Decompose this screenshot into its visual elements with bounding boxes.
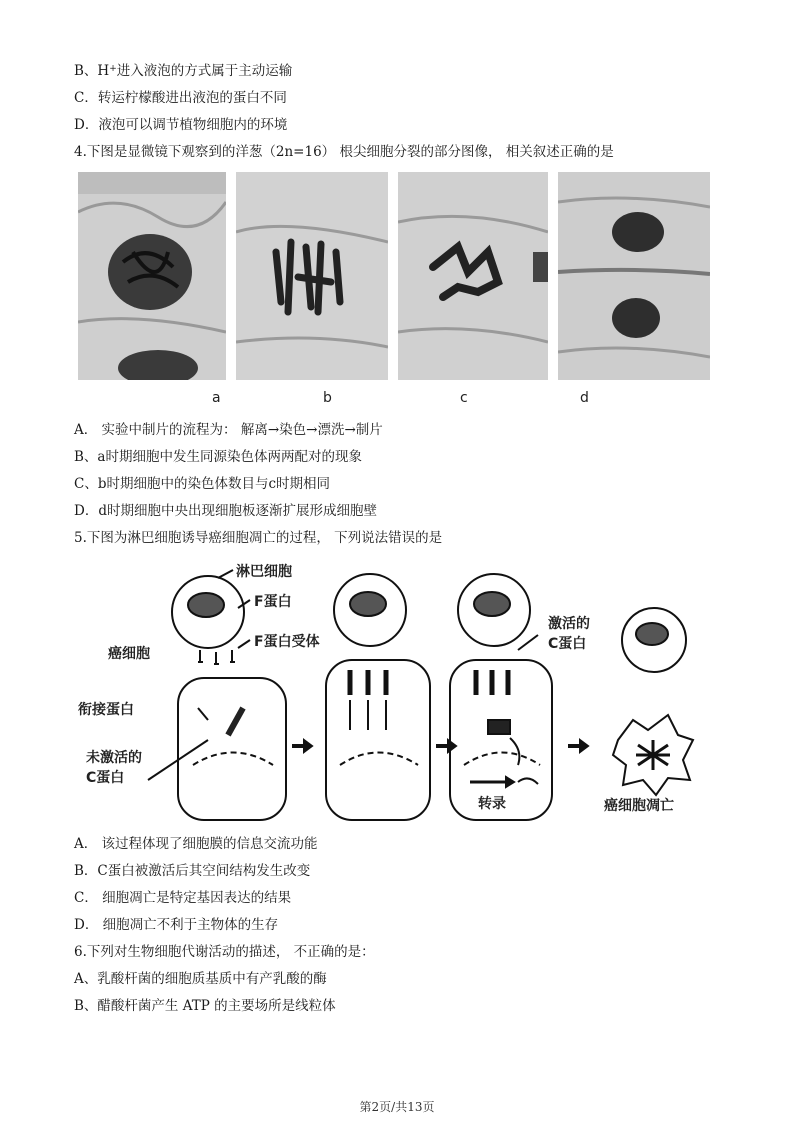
q5-option-c: C． 细胞凋亡是特定基因表达的结果 [74,890,292,906]
q4-option-b: B、a时期细胞中发生同源染色体两两配对的现象 [74,449,362,465]
apoptosis-diagram [78,560,718,828]
label-active-c-2: C蛋白 [548,636,587,652]
micrograph-b [236,172,388,380]
label-inactive-c-2: C蛋白 [86,770,125,786]
q5-stem: 5.下图为淋巴细胞诱导癌细胞凋亡的过程， 下列说法错误的是 [74,530,443,546]
panel-label-b: b [323,390,332,406]
q3-option-d: D．液泡可以调节植物细胞内的环境 [74,117,288,133]
label-active-c-1: 激活的 [548,616,590,632]
page-footer: 第2页/共13页 [359,1100,435,1114]
micrograph-c [398,172,548,380]
q4-option-a: A． 实验中制片的流程为： 解离→染色→漂洗→制片 [74,422,383,438]
label-adapter-protein: 衔接蛋白 [78,702,134,718]
label-cancer-cell: 癌细胞 [108,646,150,662]
q5-option-d: D． 细胞凋亡不利于主物体的生存 [74,917,279,933]
micrograph-a [78,172,226,380]
q6-stem: 6.下列对生物细胞代谢活动的描述， 不正确的是： [74,944,375,960]
label-lymphocyte: 淋巴细胞 [236,564,292,580]
label-apoptosis: 癌细胞凋亡 [604,798,674,814]
q3-option-c: C．转运柠檬酸进出液泡的蛋白不同 [74,90,287,106]
q5-option-a: A． 该过程体现了细胞膜的信息交流功能 [74,836,318,852]
label-transcription: 转录 [478,796,506,812]
label-f-receptor: F蛋白受体 [254,634,320,650]
panel-label-a: a [212,390,221,406]
q6-option-a: A、乳酸杆菌的细胞质基质中有产乳酸的酶 [74,971,327,987]
micrograph-d [558,172,710,380]
q5-option-b: B．C蛋白被激活后其空间结构发生改变 [74,863,311,879]
panel-label-d: d [580,390,589,406]
label-f-protein: F蛋白 [254,594,292,610]
panel-label-c: c [460,390,468,406]
q6-option-b: B、醋酸杆菌产生 ATP 的主要场所是线粒体 [74,998,336,1014]
q4-stem: 4.下图是显微镜下观察到的洋葱（2n=16） 根尖细胞分裂的部分图像， 相关叙述正确的是 [74,144,614,160]
q3-option-b: B、H+进入液泡的方式属于主动运输 [74,63,293,79]
q4-option-c: C、b时期细胞中的染色体数目与c时期相同 [74,476,331,492]
label-inactive-c-1: 未激活的 [86,750,142,766]
q4-option-d: D．d时期细胞中央出现细胞板逐渐扩展形成细胞壁 [74,503,377,519]
